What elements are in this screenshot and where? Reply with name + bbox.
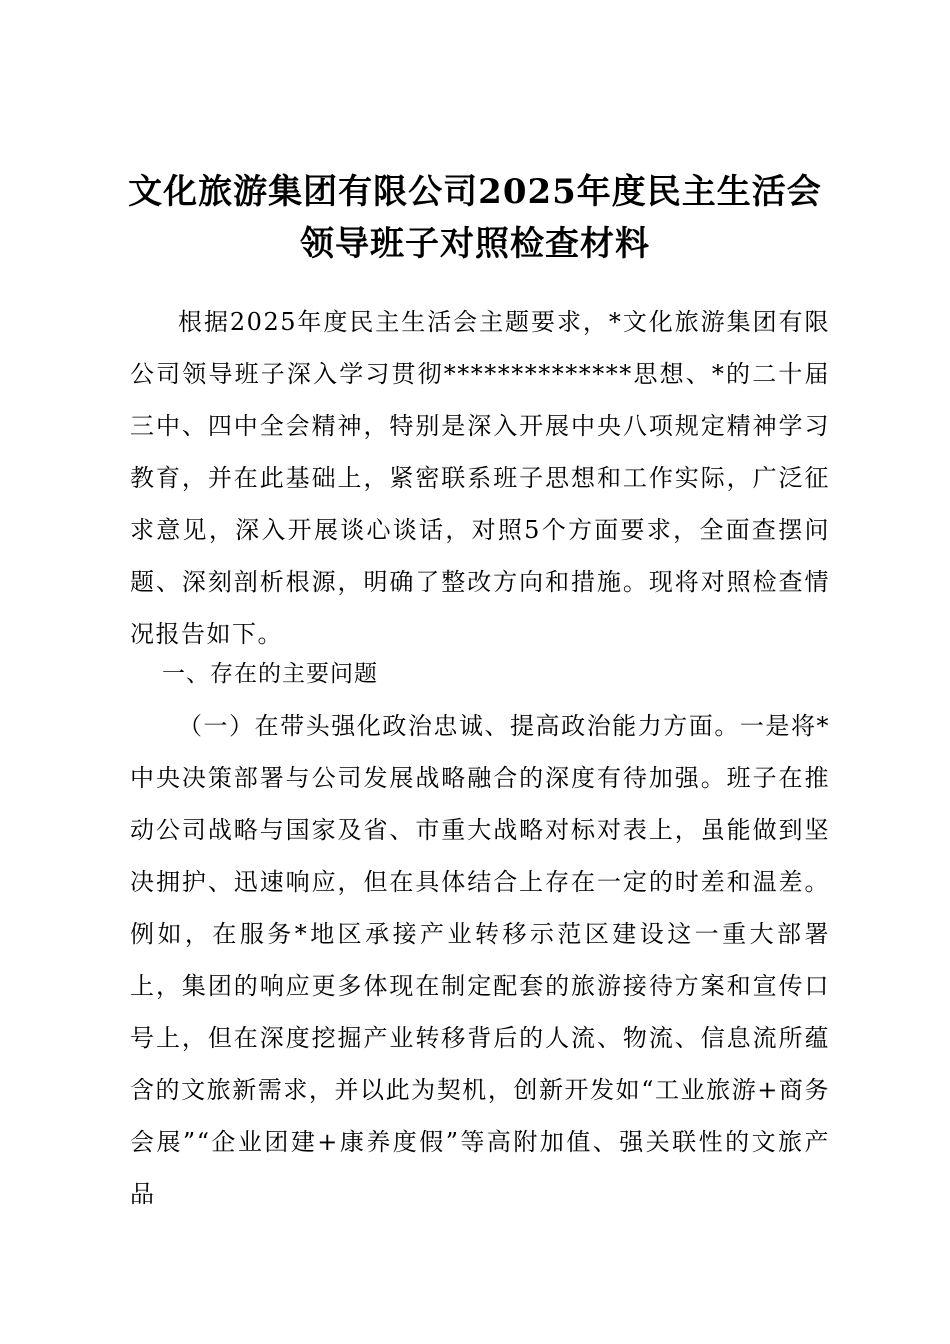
section-heading: 一、存在的主要问题 [162, 661, 378, 687]
section-paragraph: （一）在带头强化政治忠诚、提高政治能力方面。一是将*中央决策部署与公司发展战略融合的深度有待加强。班子在推动公司战略与国家及省、市重大战略对标对表上，虽能做到坚决拥护、迅速响应，但在具体结合上存在一定的时差和温差。例如，在服务*地区承接产业转移示范区建设这一重大部署上，集团的响应更多体现在制定配套的旅游接待方案和宣传口号上，但在深度挖掘产业转移背后的人流、物流、信息流所蕴含的文旅新需求，并以此为契机，创新开发如“工业旅游+商务会展”“企业团建+康养度假”等高附加值、强关联性的文旅产品 [130, 712, 830, 1208]
intro-paragraph: 根据2025年度民主生活会主题要求，*文化旅游集团有限公司领导班子深入学习贯彻**************思想、*的二十届三中、四中全会精神，特别是深入开展中央八项规定精神学习教育，并在此基础上，紧密联系班子思想和工作实际，广泛征求意见，深入开展谈心谈话，对照5个方面要求，全面查摆问题、深刻剖析根源，明确了整改方向和措施。现将对照检查情况报告如下。 [130, 308, 830, 648]
document-title-line-2: 领导班子对照检查材料 [300, 224, 650, 264]
document-title-line-1: 文化旅游集团有限公司2025年度民主生活会 [128, 172, 822, 212]
